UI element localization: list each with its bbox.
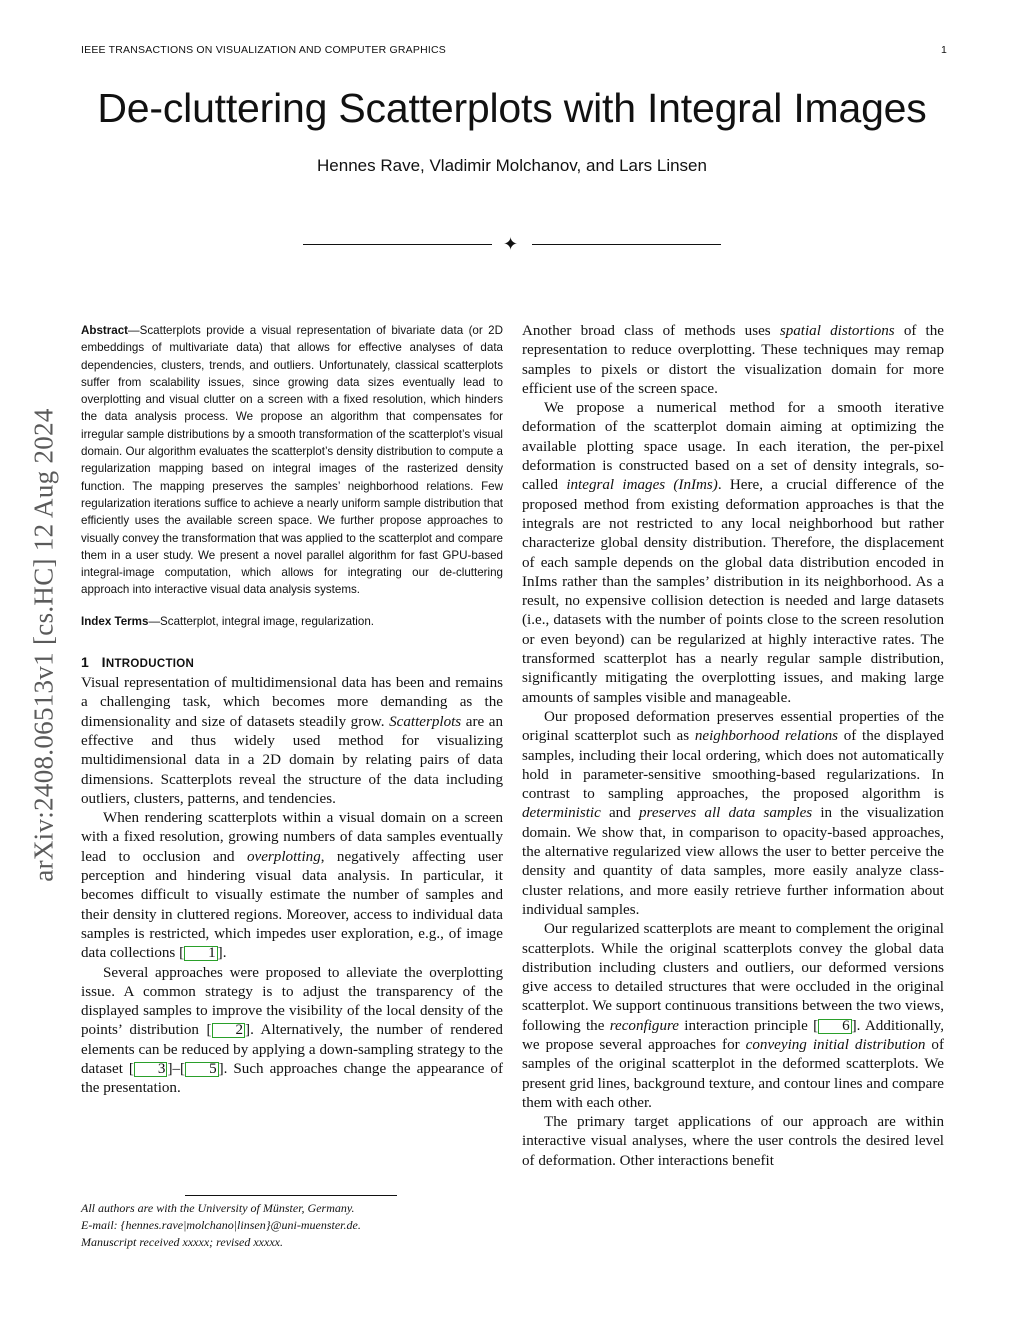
running-header — [81, 44, 947, 62]
section-heading-introduction — [81, 654, 503, 670]
section-number: 1 — [81, 654, 90, 671]
paragraph: Our proposed deformation preserves essential properties of the original scatterplot such as neighborhood relations of the displayed samples, including their local ordering, which does not automatically hold in parameter-sensitive smoothing-based regularizations. In contrast to sampling approaches, the proposed algorithm is deterministic and preserves all data samples in the visualization domain. We show that, in comparison to opacity-based approaches, the alternative regularized view allows the user to better perceive the density and quantity of data samples, more easily analyze class-cluster relations, and more easily retrieve further information about individual samples. — [522, 708, 944, 918]
right-column — [522, 322, 944, 1171]
title-separator-left — [303, 244, 492, 245]
abstract — [81, 322, 503, 599]
index-terms — [81, 613, 503, 630]
arxiv-identifier: arXiv:2408.06513v1 [cs.HC] 12 Aug 2024 — [28, 408, 59, 882]
citation-link[interactable]: 6 — [818, 1019, 852, 1034]
section-title-initial: I — [101, 654, 106, 671]
section-title-rest: NTRODUCTION — [105, 658, 195, 671]
paragraph: The primary target applications of our approach are within interactive visual analyses, where the user controls the desired level of deformation. Other interactions benefit — [522, 1114, 944, 1169]
left-column — [81, 322, 503, 1099]
footnote-affiliation: All authors are with the University of Münster, Germany. — [81, 1201, 355, 1215]
paragraph: Several approaches were proposed to alleviate the overplotting issue. A common strategy is to adjust the transparency of the displayed samples to improve the visibility of the local density of the points’ distribution [ 2 ]. Alternatively, the number of rendered elements can be reduced by applying a down-sampling strategy to the dataset [ 3 ]–[ 5 ]. Such approaches change the appearance of the presentation. — [81, 964, 503, 1097]
footnote-manuscript: Manuscript received xxxxx; revised xxxxx. — [81, 1235, 283, 1249]
page-number: 1 — [940, 44, 947, 56]
paragraph: Another broad class of methods uses spatial distortions of the representation to reduce overplotting. These techniques may remap samples to pixels or distort the visualization domain for more efficient use of the screen space. — [522, 323, 944, 397]
paragraph: We propose a numerical method for a smooth iterative deformation of the scatterplot domain aiming at optimizing the available plotting space usage. In each iteration, the per-pixel deformation is constructed based on a set of density integrals, so-called integral images (InIms). Here, a crucial difference of the proposed method from existing deformation approaches is that the integrals are not restricted to any local neighborhood but rather characterize global density distribution. Therefore, the displacement of each sample depends on the global data distribution encoded in InIms rather than the samples’ distribution in its neighborhood. As a result, no expensive collision detection is needed and large datasets (i.e., datasets with the number of points close to the screen resolution or even beyond) can be regularized at highly interactive rates. The transformed scatterplot has a nearly regular sample distribution, significantly mitigating the overplotting issues, and making large amounts of samples visible and manageable. — [522, 400, 944, 706]
separator-diamond-icon: ✦ — [503, 234, 519, 254]
citation-link[interactable]: 5 — [185, 1062, 219, 1077]
citation-link[interactable]: 2 — [212, 1023, 246, 1038]
footnote — [81, 1200, 503, 1251]
abstract-text: —Scatterplots provide a visual representation of bivariate data (or 2D embeddings of multivariate data) that allows for effective analyses of data dependencies, clusters, trends, and outliers. Unfortunately, classical scatterplots suffer from scalability issues, since growing data sizes eventually lead to overplotting and visual clutter on a screen with a fixed resolution, which hinders the data analysis process. We propose an algorithm that compensates for irregular sample distributions by a smooth transformation of the scatterplot’s visual domain. Our algorithm evaluates the scatterplot’s density distribution to compute a regularization mapping based on integral images of the rasterized density function. The mapping preserves the samples’ neighborhood relations. Few regularization iterations suffice to achieve a nearly uniform sample distribution that efficiently uses the available screen space. We further propose approaches to visually convey the transformation that was applied to the scatterplot and compare them in a user study. We present a novel parallel algorithm for fast GPU-based integral-image computation, which allows for integrating our de-cluttering approach into interactive visual data analysis systems. — [81, 324, 503, 597]
author-list: Hennes Rave, Vladimir Molchanov, and Lars Linsen — [317, 156, 707, 175]
index-terms-text: —Scatterplot, integral image, regularization. — [148, 614, 374, 628]
citation-link[interactable]: 1 — [184, 946, 218, 961]
abstract-label: Abstract — [81, 324, 129, 337]
footnote-rule — [185, 1195, 397, 1196]
paragraph: Visual representation of multidimensional data has been and remains a challenging task, which becomes more demanding as the dimensionality and size of datasets steadily grow. Scatterplots are an effective and thus widely used method for visualizing multidimensional data in a 2D domain by relating pairs of data dimensions. Scatterplots reveal the structure of the data including outliers, clusters, patterns, and tendencies. — [81, 675, 503, 807]
citation-link[interactable]: 3 — [134, 1062, 168, 1077]
index-terms-label: Index Terms — [81, 614, 149, 628]
footnote-email: E-mail: {hennes.rave|molchano|linsen}@uni-muenster.de. — [81, 1218, 361, 1232]
paragraph: When rendering scatterplots within a visual domain on a screen with a fixed resolution, growing numbers of data samples eventually lead to occlusion and overplotting, negatively affecting user perception and hindering visual data analysis. In particular, it becomes difficult to visually estimate the number of samples and their density in cluttered regions. Moreover, access to individual data samples is restricted, which impedes user exploration, e.g., of image data collections [ 1 ]. — [81, 810, 503, 962]
journal-name: IEEE TRANSACTIONS ON VISUALIZATION AND COMPUTER GRAPHICS — [81, 44, 446, 56]
paragraph: Our regularized scatterplots are meant to complement the original scatterplots. While the original scatterplots convey the global data distribution including clusters and outliers, our deformed versions give access to detailed structures that were occluded in the original scatterplot. We support continuous transitions between the two views, following the reconfigure interaction principle [ 6 ]. Additionally, we propose several approaches for conveying initial distribution of samples of the original scatterplot in the deformed scatterplots. We present grid lines, background texture, and contour lines and compare them with each other. — [522, 921, 944, 1111]
title-separator-right — [532, 244, 721, 245]
paper-title: De-cluttering Scatterplots with Integral Images — [97, 85, 927, 131]
